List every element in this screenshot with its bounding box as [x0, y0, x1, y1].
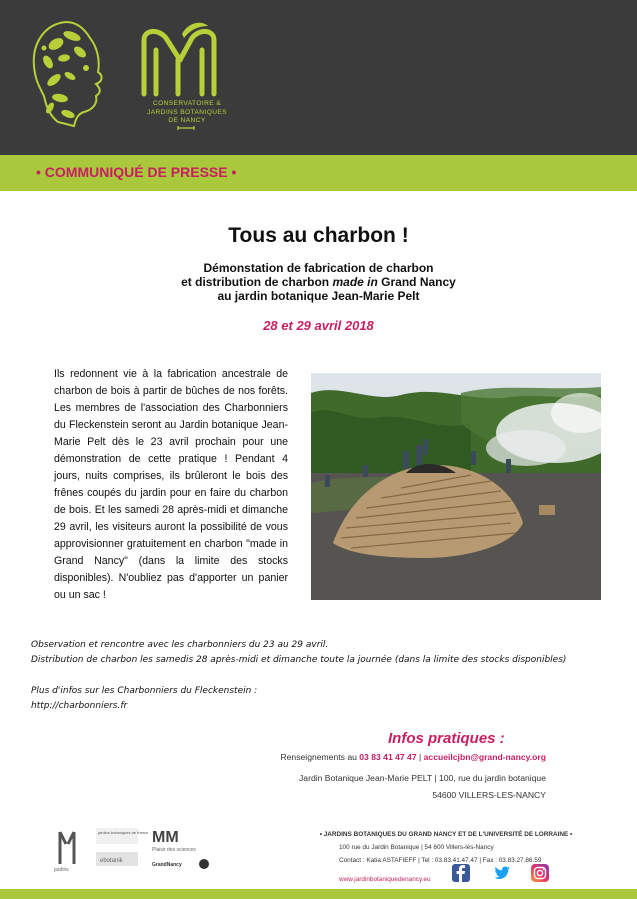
observation-text	[31, 638, 621, 668]
footer-contact: Contact : Katia ASTAFIEFF | Tel : 03.83.41.47.47 | Fax : 03.83.27.86.59	[339, 857, 542, 864]
partner-logos	[52, 824, 252, 874]
header-banner	[0, 0, 637, 155]
facebook-icon[interactable]	[452, 864, 470, 882]
more-info-line-1: Plus d'infos sur les Charbonniers du Fleckenstein :	[31, 686, 258, 696]
logo-text-line-1: CONSERVATOIRE &	[152, 100, 222, 107]
renseignements-label: Renseignements au	[280, 752, 360, 762]
event-date: 28 et 29 avril 2018	[263, 318, 374, 333]
jbf-logo-icon	[96, 828, 149, 866]
subtitle	[0, 261, 637, 303]
leaf-head-logo-icon	[28, 18, 110, 133]
bottom-band	[0, 889, 637, 899]
contact-line	[280, 752, 546, 762]
page-title: Tous au charbon !	[228, 224, 409, 247]
website-link[interactable]: www.jardinbotaniquedenancy.eu	[339, 876, 431, 883]
footer-address: 100 rue du Jardin Botanique | 54 600 Villers-lès-Nancy	[339, 844, 494, 851]
jardin-botanique-logo-icon	[132, 20, 242, 100]
subtitle-line-2	[0, 275, 637, 289]
partner-logo-grandnancy: GrandNancy	[152, 862, 182, 868]
logo-text-line-3: DE NANCY	[168, 117, 206, 124]
mm-logo-icon	[152, 829, 209, 869]
observation-line-2: Distribution de charbon les samedis 28 après-midi et dimanche toute la journée (dans la limite des stocks disponibles)	[31, 655, 567, 665]
logo-text	[134, 100, 240, 126]
subtitle-line-2-post: Grand Nancy	[377, 275, 456, 289]
subtitle-line-2-pre: et distribution de charbon	[181, 275, 333, 289]
logo-ornament-icon	[177, 125, 195, 131]
charbonniers-link[interactable]: http://charbonniers.fr	[31, 701, 128, 711]
logo-text-line-2: JARDINS BOTANIQUES	[147, 108, 227, 116]
subtitle-line-3: au jardin botanique Jean-Marie Pelt	[217, 289, 420, 303]
svg-text:MM: MM	[152, 829, 179, 846]
more-info-text	[31, 684, 531, 714]
subtitle-line-2-italic: made in	[332, 275, 378, 289]
twitter-icon[interactable]	[493, 864, 511, 882]
charcoal-kiln-photo	[311, 373, 601, 600]
partner-logo-ebotanik: ebotanik	[100, 858, 123, 864]
instagram-icon[interactable]	[531, 864, 549, 882]
body-paragraph: Ils redonnent vie à la fabrication ancestrale de charbon de bois à partir de bûches de nos forêts. Les membres de l'association des Charbonniers du Fleckenstein seront au Jardin botanique Jean-Marie Pelt dès le 23 avril prochain pour une démonstration de cette pratique ! Pendant 4 jours, nuits comprises, ils brûleront le bois des frênes coupés du jardin pour en faire du charbon de bois. Et les samedi 28 après-midi et dimanche 29 avril, les visiteurs auront la possibilité de vous approvisionner gratuitement en charbon "made in Grand Nancy" (dans la limite des stocks disponibles). N'oubliez pas d'apporter un panier ou un sac !	[54, 368, 288, 601]
subtitle-line-1: Démonstation de fabrication de charbon	[203, 261, 434, 275]
partner-logo-plaisir: Plaisir des sciences	[152, 847, 196, 853]
observation-line-1: Observation et rencontre avec les charbonniers du 23 au 29 avril.	[31, 640, 329, 650]
press-release-label: • COMMUNIQUÉ DE PRESSE •	[36, 164, 237, 180]
phone-number[interactable]: 03 83 41 47 47	[359, 752, 417, 762]
partner-logo-jbf: jardins botaniques de france	[98, 830, 149, 835]
footer-institution: • JARDINS BOTANIQUES DU GRAND NANCY ET DE L'UNIVERSITÉ DE LORRAINE •	[319, 831, 573, 838]
address-line-1: Jardin Botanique Jean-Marie PELT | 100, rue du jardin botanique	[299, 773, 546, 783]
contact-separator: |	[416, 752, 424, 762]
address-line-2: 54600 VILLERS-LES-NANCY	[432, 790, 546, 800]
jardins-logo-icon	[53, 832, 74, 873]
svg-text:jardins: jardins	[54, 867, 69, 873]
infos-title: Infos pratiques :	[388, 730, 505, 747]
email-link[interactable]: accueilcjbn@grand-nancy.org	[423, 752, 546, 762]
